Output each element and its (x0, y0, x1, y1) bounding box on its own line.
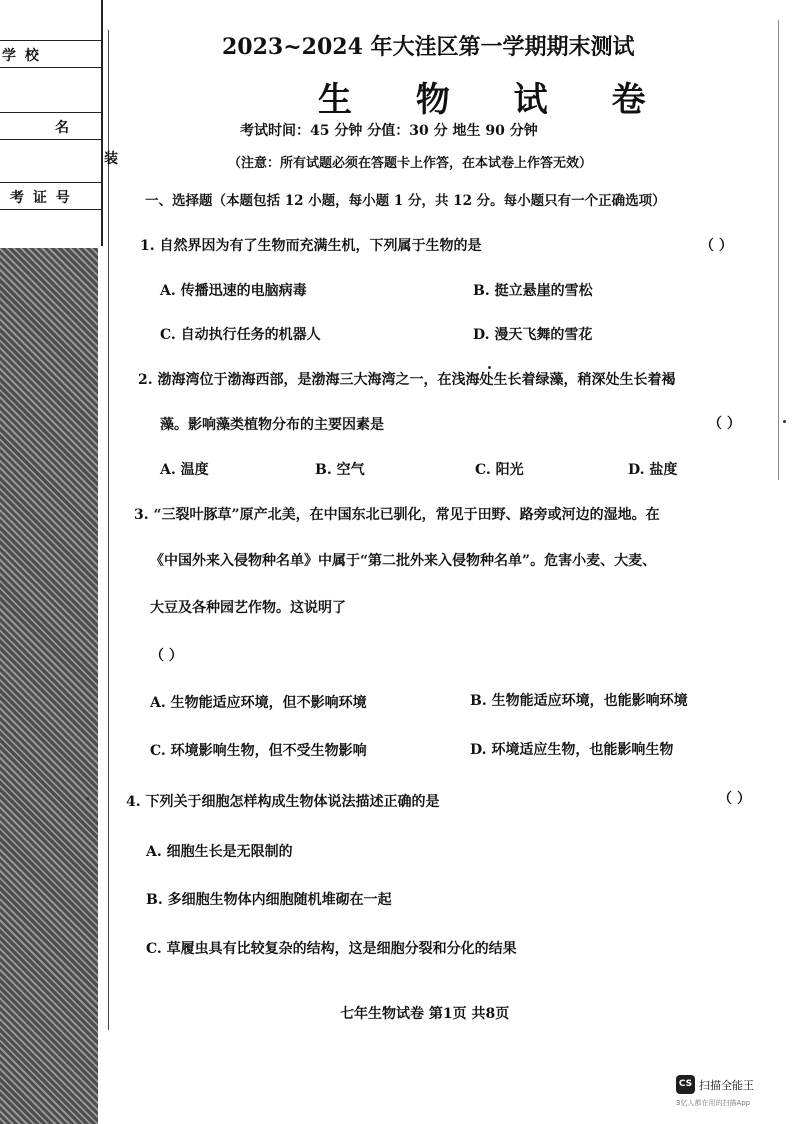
question-3-option-c: C. 环境影响生物，但不受生物影响 (150, 743, 367, 759)
right-edge-line (778, 20, 779, 480)
name-label: 名 (55, 120, 71, 136)
exam-meta: 考试时间：45 分钟 分值：30 分 地生 90 分钟 (240, 123, 538, 139)
question-4-option-b: B. 多细胞生物体内细胞随机堆砌在一起 (146, 892, 392, 908)
camscanner-tagline: 3亿人都在用的扫描App (676, 1099, 751, 1107)
school-label: 学 校 (2, 48, 41, 64)
question-3-option-b: B. 生物能适应环境，也能影响环境 (470, 693, 688, 709)
question-1-stem: 1. 自然界因为有了生物而充满生机，下列属于生物的是 (140, 238, 482, 254)
question-2-option-c: C. 阳光 (475, 462, 524, 478)
question-3-answer-paren: （ ） (150, 648, 183, 664)
question-4-option-a: A. 细胞生长是无限制的 (146, 844, 293, 860)
question-1-answer-paren: （ ） (700, 238, 733, 254)
question-3-option-a: A. 生物能适应环境，但不影响环境 (150, 695, 367, 711)
binding-line (108, 30, 109, 1030)
question-2-stem-line2: 藻。影响藻类植物分布的主要因素是 (160, 417, 384, 433)
question-1-option-b: B. 挺立悬崖的雪松 (473, 283, 593, 299)
exam-note: （注意：所有试题必须在答题卡上作答，在本试卷上作答无效） (228, 156, 593, 171)
question-1-option-a: A. 传播迅速的电脑病毒 (160, 283, 307, 299)
name-field (0, 112, 103, 140)
question-1-option-c: C. 自动执行任务的机器人 (160, 327, 321, 343)
scan-speck (86, 797, 89, 800)
question-3-stem-line3: 大豆及各种园艺作物。这说明了 (150, 600, 346, 616)
scan-speck (783, 420, 786, 423)
question-3-option-d: D. 环境适应生物，也能影响生物 (470, 742, 674, 758)
question-1-option-d: D. 漫天飞舞的雪花 (473, 327, 593, 343)
exam-number-label: 考 证 号 (10, 190, 72, 206)
question-4-option-c: C. 草履虫具有比较复杂的结构，这是细胞分裂和分化的结果 (146, 941, 517, 957)
binding-hatch-pattern (0, 248, 98, 1124)
section-heading: 一、选择题（本题包括 12 小题，每小题 1 分，共 12 分。每小题只有一个正确选项） (145, 193, 666, 209)
binding-mark: 装 (104, 151, 118, 167)
question-3-stem-line2: 《中国外来入侵物种名单》中属于“第二批外来入侵物种名单”。危害小麦、大麦、 (150, 553, 657, 569)
exam-title: 2023~2024 年大洼区第一学期期末测试 (222, 34, 635, 60)
paper-subtitle: 生 物 试 卷 (318, 80, 672, 120)
question-4-stem: 4. 下列关于细胞怎样构成生物体说法描述正确的是 (126, 794, 440, 810)
page-footer: 七年生物试卷 第1页 共8页 (340, 1006, 510, 1022)
camscanner-logo-icon: CS (676, 1075, 695, 1094)
question-2-option-a: A. 温度 (160, 462, 209, 478)
scan-speck (488, 366, 491, 369)
question-4-answer-paren: （ ） (718, 791, 751, 807)
camscanner-name: 扫描全能王 (699, 1079, 754, 1092)
question-2-option-d: D. 盐度 (628, 462, 678, 478)
question-2-answer-paren: （ ） (708, 416, 741, 432)
question-3-stem-line1: 3. “三裂叶豚草”原产北美，在中国东北已驯化，常见于田野、路旁或河边的湿地。在 (134, 507, 660, 523)
question-2-option-b: B. 空气 (315, 462, 365, 478)
question-2-stem-line1: 2. 渤海湾位于渤海西部，是渤海三大海湾之一，在浅海处生长着绿藻，稍深处生长着褐 (138, 372, 676, 388)
